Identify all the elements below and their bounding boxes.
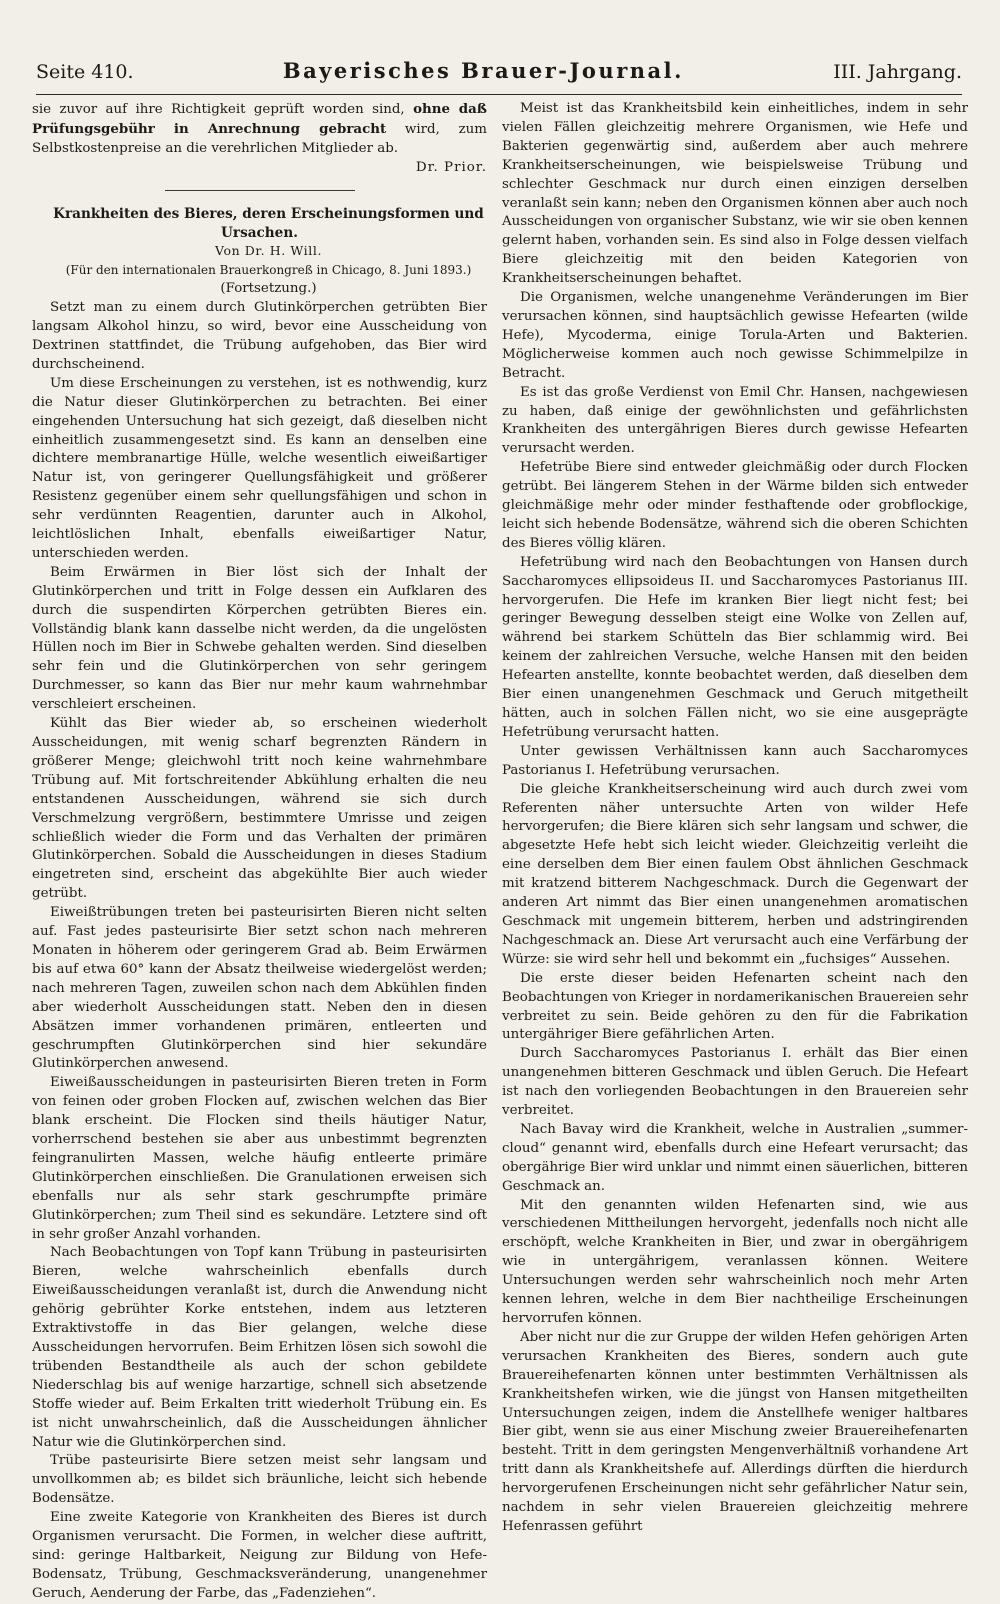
article-note: (Für den internationalen Brauerkongreß in Chicago, 8. Juni 1893.): [65, 263, 472, 278]
right-paragraph: Die gleiche Krankheitserscheinung wird auch durch zwei vom Referenten näher untersuchte Arten von wilder Hefe hervorgerufen; die Biere klären sich sehr langsam und schwer, die abgesetzte Hefe hebt sich leicht wieder. Gleichzeitig verleiht die eine derselben dem Bier einen faulem Obst ähnlichen Geschmack mit kratzend bitterem Nachgeschmack. Durch die Gegenwart der anderen Art nimmt das Bier einen unangenehmen aromatischen Geschmack mit ungemein bitterem, herben und adstringirenden Nachgeschmack an. Diese Art verursacht auch eine Verfärbung der Würze: sie wird sehr hell und bekommt ein „fuchsiges“ Aussehen.: [502, 781, 968, 967]
intro-text-b: wird, zum Selbstkostenpreise an die verehrlichen Mitglieder ab.: [32, 121, 487, 156]
right-paragraph: Unter gewissen Verhältnissen kann auch Saccharomyces Pastorianus I. Hefetrübung verursachen.: [502, 743, 968, 778]
right-paragraph: Mit den genannten wilden Hefenarten sind, wie aus verschiedenen Mittheilungen hervorgeht, jedenfalls noch nicht alle erschöpft, welche Krankheiten in Bier, und zwar in obergährigem wie in untergährigem, veranlassen können. Weitere Untersuchungen werden sehr wahrscheinlich noch mehr Arten kennen lehren, welche in dem Bier nachtheilige Erscheinungen hervorrufen können.: [502, 1197, 968, 1326]
page-header: [36, 58, 962, 95]
right-paragraph: Die erste dieser beiden Hefenarten scheint nach den Beobachtungen von Krieger in nordamerikanischen Brauereien sehr verbreitet zu sein. Beide gehören zu den für die Fabrikation untergähriger Biere gefährlichen Arten.: [502, 970, 968, 1043]
left-column: [32, 100, 487, 1601]
section-divider: [165, 190, 355, 191]
left-paragraph: Eiweißtrübungen treten bei pasteurisirten Bieren nicht selten auf. Fast jedes pasteurisirte Bier setzt schon nach mehreren Monaten in höherem oder geringerem Grad ab. Beim Erwärmen bis auf etwa 60° kann der Absatz theilweise wiedergelöst werden; nach mehreren Tagen, zuweilen schon nach dem Abkühlen finden aber wiederholt Ausscheidungen statt. Neben den in diesen Absätzen immer vorhandenen primären, entleerten und geschrumpften Glutinkörperchen sind hier sekundäre Glutinkörperchen anwesend.: [32, 905, 487, 1072]
left-paragraph: Eiweißausscheidungen in pasteurisirten Bieren treten in Form von feinen oder groben Flocken auf, zwischen welchen das Bier blank erscheint. Die Flocken sind theils häutiger Natur, vorherrschend bestehen sie aber aus unbestimmt begrenzten feingranulirten Massen, welche häufig entleerte primäre Glutinkörperchen einschließen. Die Granulationen erweisen sich ebenfalls nur als sehr stark geschrumpfte primäre Glutinkörperchen; zum Theil sind es sekundäre. Letztere sind oft in sehr großer Anzahl vorhanden.: [32, 1075, 487, 1242]
right-paragraph: Die Organismen, welche unangenehme Veränderungen im Bier verursachen können, sind hauptsächlich gewisse Hefearten (wilde Hefe), Mycoderma, einige Torula-Arten und Bakterien. Möglicherweise kommen auch noch gewisse Schimmelpilze in Betracht.: [502, 290, 968, 381]
right-paragraph: Hefetrübe Biere sind entweder gleichmäßig oder durch Flocken getrübt. Bei längerem Stehen in der Wärme bilden sich entweder gleichmäßige mehr oder minder festhaftende oder grobflockige, leicht sich hebende Bodensätze, während sich die oberen Schichten des Bieres völlig klären.: [502, 460, 968, 551]
volume-year: III. Jahrgang.: [833, 61, 962, 83]
intro-text-bold: ohne daß Prüfungsgebühr in Anrechnung gebracht: [32, 101, 487, 137]
left-paragraph: Eine zweite Kategorie von Krankheiten des Bieres ist durch Organismen verursacht. Die Formen, in welcher diese auftritt, sind: geringe Haltbarkeit, Neigung zur Bildung von Hefe-Bodensatz, Trübung, Geschmacksveränderung, unangenehmer Geruch, Aenderung der Farbe, das „Fadenziehen“.: [32, 1510, 487, 1601]
intro-paragraph: [32, 100, 487, 159]
right-paragraph: Hefetrübung wird nach den Beobachtungen von Hansen durch Saccharomyces ellipsoideus II. und Saccharomyces Pastorianus III. hervorgerufen. Die Hefe im kranken Bier liegt nicht fest; bei geringer Bewegung desselben steigt eine Wolke von Zellen auf, während bei starkem Schütteln das Bier schlammig wird. Bei keinem der zahlreichen Versuche, welche Hansen mit den beiden Hefearten anstellte, konnte beobachtet werden, daß dieselben dem Bier einen unangenehmen Geschmack und Geruch mitgetheilt hätten, auch in solchen Fällen nicht, wo sie eine ausgeprägte Hefetrübung verursacht hatten.: [502, 554, 968, 740]
right-paragraph: Meist ist das Krankheitsbild kein einheitliches, indem in sehr vielen Fällen gleichzeitig mehrere Organismen, wie Hefe und Bakterien gegenwärtig sind, außerdem aber auch mehrere Krankheitserscheinungen, wie beispielsweise Trübung und schlechter Geschmack nur durch einen einzigen derselben veranlaßt sein kann; neben den Organismen können aber auch noch Ausscheidungen von organischer Substanz, wie wir sie oben kennen gelernt haben, vorhanden sein. Es sind also in Folge dessen vielfach Biere gleichzeitig mit den beiden Kategorien von Krankheitserscheinungen behaftet.: [502, 101, 968, 287]
intro-text-a: sie zuvor auf ihre Richtigkeit geprüft worden sind,: [32, 102, 414, 117]
right-paragraph: Es ist das große Verdienst von Emil Chr. Hansen, nachgewiesen zu haben, daß einige der gewöhnlichsten und gefährlichsten Krankheiten des untergährigen Bieres durch gewisse Hefearten verursacht werden.: [502, 384, 968, 457]
left-paragraph: Um diese Erscheinungen zu verstehen, ist es nothwendig, kurz die Natur dieser Glutinkörperchen zu betrachten. Bei einer eingehenden Untersuchung hat sich gezeigt, daß dieselben nicht einheitlich zusammengesetzt sind. Es kann an denselben eine dichtere membranartige Hülle, welche wesentlich eiweißartiger Natur ist, von geringerer Quellungsfähigkeit und größerer Resistenz gegenüber einem sehr quellungsfähigen und schon in sehr verdünnten Reagentien, darunter auch in Alkohol, leichtlöslichen Inhalt, ebenfalls eiweißartiger Natur, unterschieden werden.: [32, 375, 487, 561]
left-paragraph: Nach Beobachtungen von Topf kann Trübung in pasteurisirten Bieren, welche wahrscheinlich ebenfalls durch Eiweißausscheidungen veranlaßt ist, durch die Anwendung nicht gehörig gebrühter Korke entstehen, indem aus letzteren Extraktivstoffe in das Bier gelangen, welche diese Ausscheidungen hervorrufen. Beim Erhitzen lösen sich sowohl die trübenden Bestandtheile als auch der schon gebildete Niederschlag bis auf wenige harzartige, schnell sich absetzende Stoffe wieder auf. Beim Erkalten tritt wiederholt Trübung ein. Es ist nicht unwahrscheinlich, daß die Ausscheidungen ähnlicher Natur wie die Glutinkörperchen sind.: [32, 1245, 487, 1450]
article-continuation: (Fortsetzung.): [220, 281, 317, 297]
left-paragraph: Beim Erwärmen in Bier löst sich der Inhalt der Glutinkörperchen und tritt in Folge dessen ein Aufklaren des durch die suspendirten Körperchen getrübten Bieres ein. Vollständig blank kann dasselbe nicht werden, da die ungelösten Hüllen noch im Bier in Schwebe gehalten werden. Sind dieselben sehr fein und die Glutinkörperchen von sehr geringem Durchmesser, so kann das Bier nur mehr kaum wahrnehmbar verschleiert erscheinen.: [32, 564, 487, 713]
page-number: Seite 410.: [36, 61, 134, 83]
article-title: Krankheiten des Bieres, deren Erscheinungsformen und Ursachen.: [53, 205, 484, 241]
right-paragraph: Aber nicht nur die zur Gruppe der wilden Hefen gehörigen Arten verursachen Krankheiten des Bieres, sondern auch gute Brauereihefenarten können unter bestimmten Verhältnissen als Krankheitshefen wirken, wie die jüngst von Hansen mitgetheilten Untersuchungen zeigen, indem die Anstellhefe weniger haltbares Bier gibt, wenn sie aus einer Mischung zweier Brauereihefenarten besteht. Tritt in dem geringsten Mengenverhältniß vorhandene Art tritt dann als Krankheitshefe auf. Allerdings dürften die hierdurch hervorgerufenen Erscheinungen nicht sehr gefährlicher Natur sein, nachdem in sehr vielen Brauereien gleichzeitig mehrere Hefenrassen geführt: [502, 1329, 968, 1534]
right-paragraph: Nach Bavay wird die Krankheit, welche in Australien „summer-cloud“ genannt wird, ebenfalls durch eine Hefeart verursacht; das obergährige Bier wird unklar und nimmt einen säuerlichen, bitteren Geschmack an.: [502, 1121, 968, 1194]
left-paragraph: Kühlt das Bier wieder ab, so erscheinen wiederholt Ausscheidungen, mit wenig scharf begrenzten Rändern in größerer Menge; gleichwohl tritt noch keine wahrnehmbare Trübung auf. Mit fortschreitender Abkühlung erhalten die neu entstandenen Ausscheidungen, während sie sich durch Verschmelzung vergrößern, bestimmtere Umrisse und zeigen schließlich wieder die Form und das Verhalten der primären Glutinkörperchen. Sobald die Ausscheidungen in dieses Stadium eingetreten sind, erscheint das abgekühlte Bier auch wieder getrübt.: [32, 716, 487, 902]
article-author: Von Dr. H. Will.: [214, 243, 323, 259]
signature: Dr. Prior.: [415, 159, 487, 175]
right-column: [502, 100, 968, 1534]
left-paragraph: Setzt man zu einem durch Glutinkörperchen getrübten Bier langsam Alkohol hinzu, so wird, bevor eine Ausscheidung von Dextrinen stattfindet, die Trübung aufgehoben, das Bier wird durchscheinend.: [32, 300, 487, 372]
journal-title: Bayerisches Brauer-Journal.: [282, 58, 684, 83]
left-paragraph: Trübe pasteurisirte Biere setzen meist sehr langsam und unvollkommen ab; es bildet sich bräunliche, leicht sich hebende Bodensätze.: [32, 1453, 487, 1507]
right-paragraph: Durch Saccharomyces Pastorianus I. erhält das Bier einen unangenehmen bitteren Geschmack und üblen Geruch. Die Hefeart ist nach den vorliegenden Beobachtungen in den Brauereien sehr verbreitet.: [502, 1046, 968, 1119]
